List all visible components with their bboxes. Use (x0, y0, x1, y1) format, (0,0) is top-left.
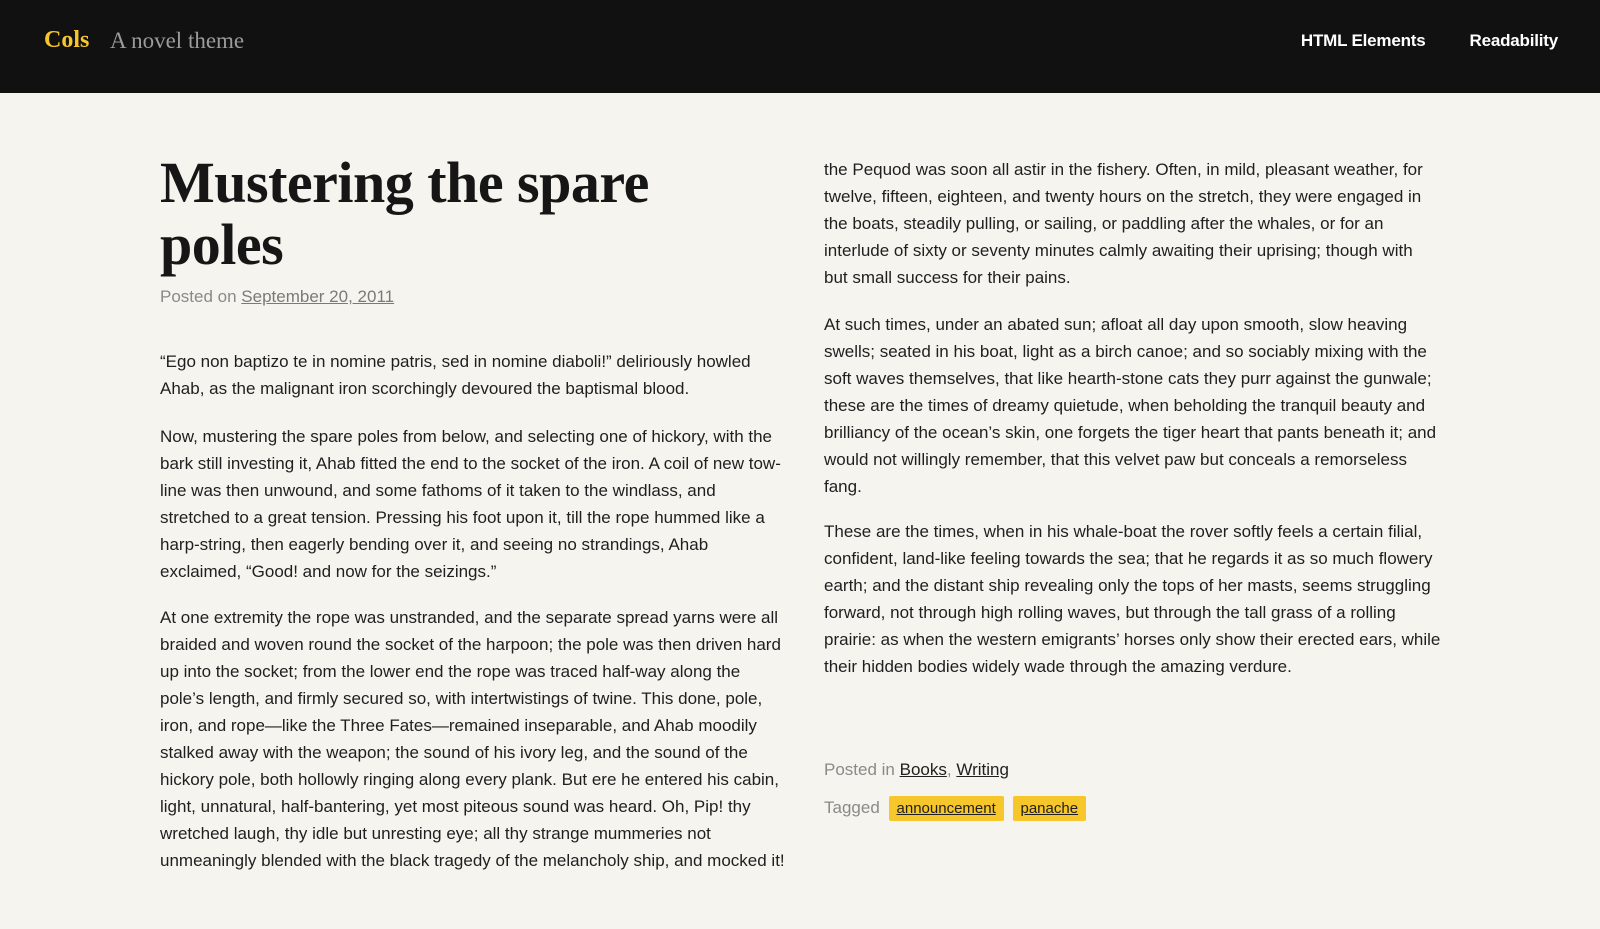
site-tagline: A novel theme (110, 28, 245, 53)
post-title: Mustering the spare poles (160, 150, 649, 277)
site-header (0, 0, 1600, 93)
category-link-writing[interactable]: Writing (956, 760, 1009, 779)
category-link-books[interactable]: Books (899, 760, 947, 779)
tag-panache[interactable]: panache (1013, 796, 1087, 821)
post-date-meta (160, 287, 394, 307)
paragraph-left-1: “Ego non baptizo te in nomine patris, sed in nomine diaboli!” deliriously howled Ahab, as the malignant iron scorchingly devoured the baptismal blood. (160, 352, 751, 398)
paragraph-right-2: At such times, under an abated sun; afloat all day upon smooth, slow heaving swells; seated in his boat, light as a birch canoe; and so sociably mixing with the soft waves themselves, that like hearth-stone cats they purr against the gunwale; these are the times of dreamy quietude, when beholding the tranquil beauty and brilliancy of the ocean’s skin, one forgets the tiger heart that pants beneath it; and would not willingly remember, that this velvet paw but conceals a remorseless fang. (824, 315, 1437, 496)
nav-item-html-elements[interactable]: HTML Elements (1300, 31, 1426, 50)
post-tags (824, 796, 1086, 821)
paragraph-right-1: the Pequod was soon all astir in the fishery. Often, in mild, pleasant weather, for twelve, fifteen, eighteen, and twenty hours on the stretch, they were engaged in the boats, steadily pulling, or sailing, or paddling after the whales, or for an interlude of sixty or seventy minutes calmly awaiting their uprising; though with but small success for their pains. (824, 160, 1423, 287)
paragraph-left-2: Now, mustering the spare poles from below, and selecting one of hickory, with the bark still investing it, Ahab fitted the end to the socket of the iron. A coil of new tow-line was then unwound, and some fathoms of it taken to the windlass, and stretched to a great tension. Pressing his foot upon it, till the rope hummed like a harp-string, then eagerly bending over it, and seeing no strandings, Ahab exclaimed, “Good! and now for the seizings.” (160, 427, 781, 581)
tagged-label: Tagged (824, 798, 880, 817)
primary-nav (1301, 31, 1558, 51)
site-brand-link[interactable]: Cols (44, 27, 90, 53)
paragraph-left-3: At one extremity the rope was unstranded, and the separate spread yarns were all braided and woven round the socket of the harpoon; the pole was then driven hard up into the socket; from the lower end the rope was traced half-way along the pole’s length, and firmly secured so, with intertwistings of twine. This done, pole, iron, and rope—like the Three Fates—remained inseparable, and Ahab moodily stalked away with the weapon; the sound of his ivory leg, and the sound of the hickory pole, both hollowly ringing along every plank. But ere he entered his cabin, light, unnatural, half-bantering, yet most piteous sound was heard. Oh, Pip! thy wretched laugh, thy idle but unresting eye; all thy strange mummeries not unmeaningly blended with the black tragedy of the melancholy ship, and mocked it! (160, 608, 785, 870)
paragraph-right-3: These are the times, when in his whale-boat the rover softly feels a certain filial, confident, land-like feeling towards the sea; that he regards it as so much flowery earth; and the distant ship revealing only the tops of her masts, seems struggling forward, not through high rolling waves, but through the tall grass of a rolling prairie: as when the western emigrants’ horses only show their erected ears, while their hidden bodies widely wade through the amazing verdure. (824, 522, 1441, 676)
posted-in-label: Posted in (824, 760, 895, 779)
category-separator: , (946, 760, 952, 779)
post-categories (824, 760, 1009, 780)
tag-announcement[interactable]: announcement (889, 796, 1004, 821)
post-date-link[interactable]: September 20, 2011 (241, 287, 395, 306)
posted-on-label: Posted on (160, 287, 237, 306)
nav-item-readability[interactable]: Readability (1469, 31, 1558, 50)
